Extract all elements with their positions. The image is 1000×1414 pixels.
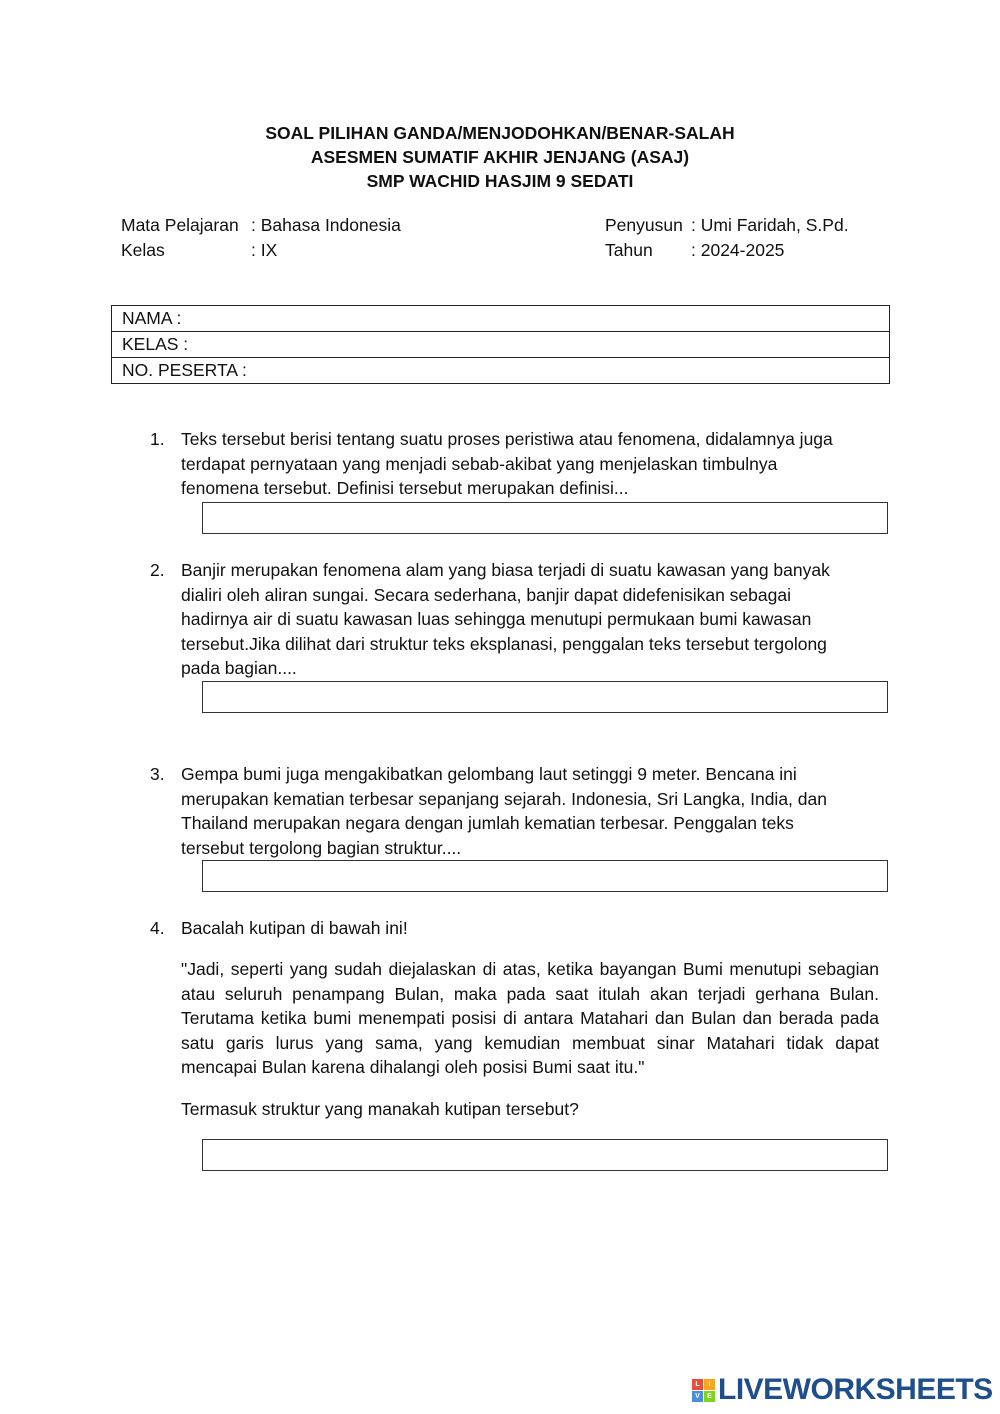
question-line: merupakan kematian terbesar sepanjang sejarah. Indonesia, Sri Langka, India, dan bbox=[181, 788, 827, 809]
logo-block: E bbox=[704, 1391, 715, 1402]
author-value: : Umi Faridah, S.Pd. bbox=[691, 215, 849, 235]
year-label: Tahun bbox=[605, 240, 653, 260]
subject-value: : Bahasa Indonesia bbox=[251, 215, 401, 235]
question-number: 4. bbox=[150, 918, 165, 938]
question-intro: Bacalah kutipan di bawah ini! bbox=[181, 918, 408, 938]
year-value: : 2024-2025 bbox=[691, 240, 785, 260]
question-4 bbox=[150, 916, 880, 941]
question-number: 3. bbox=[150, 764, 165, 784]
logo-block: L bbox=[692, 1379, 703, 1390]
logo-block: V bbox=[692, 1391, 703, 1402]
answer-box-4[interactable] bbox=[202, 1139, 888, 1171]
question-line: fenomena tersebut. Definisi tersebut merupakan definisi... bbox=[181, 478, 629, 499]
question-2 bbox=[150, 558, 880, 681]
meta-right bbox=[605, 213, 905, 263]
question-line: tersebut tergolong bagian struktur.... bbox=[181, 837, 462, 858]
question-number: 1. bbox=[150, 429, 165, 449]
question-line: Banjir merupakan fenomena alam yang biasa terjadi di suatu kawasan yang banyak bbox=[181, 560, 830, 580]
question-line: pada bagian.... bbox=[181, 658, 297, 679]
meta-left bbox=[121, 213, 541, 263]
author-label: Penyusun bbox=[605, 215, 683, 235]
logo-block: I bbox=[704, 1379, 715, 1390]
question-line: hadirnya air di suatu kawasan luas sehingga menutupi permukaan bumi kawasan bbox=[181, 609, 812, 630]
question-text bbox=[181, 427, 880, 501]
question-text bbox=[181, 762, 880, 860]
question-text bbox=[181, 558, 880, 681]
liveworksheets-logo bbox=[692, 1373, 992, 1407]
question-1 bbox=[150, 427, 880, 501]
participant-number-field[interactable]: NO. PESERTA : bbox=[112, 358, 889, 384]
question-3 bbox=[150, 762, 880, 860]
subject-label: Mata Pelajaran bbox=[121, 215, 239, 235]
question-line: Teks tersebut berisi tentang suatu proses peristiwa atau fenomena, didalamnya juga bbox=[181, 429, 833, 449]
question-prompt: Termasuk struktur yang manakah kutipan tersebut? bbox=[181, 1099, 579, 1119]
class-value: : IX bbox=[251, 240, 278, 260]
question-4-prompt bbox=[150, 1097, 880, 1122]
class-label: Kelas bbox=[121, 240, 165, 260]
logo-text: LIVEWORKSHEETS bbox=[718, 1373, 993, 1406]
quote-paragraph: "Jadi, seperti yang sudah diejalaskan di atas, ketika bayangan Bumi menutupi sebagian atau seluruh penampang Bulan, maka pada saat itulah akan terjadi gerhana Bulan. Terutama ketika bumi menempati posisi di antara Matahari dan Bulan dan berada pada satu garis lurus yang sama, yang kemudian membuat sinar Matahari tidak dapat mencapai Bulan karena dihalangi oleh posisi Bumi saat itu." bbox=[181, 959, 879, 1078]
question-line: Thailand merupakan negara dengan jumlah kematian terbesar. Penggalan teks bbox=[181, 813, 794, 834]
logo-blocks-icon bbox=[692, 1379, 715, 1402]
document-header bbox=[0, 121, 1000, 193]
identity-table bbox=[111, 305, 890, 384]
answer-box-3[interactable] bbox=[202, 860, 888, 892]
question-line: dialiri oleh aliran sungai. Secara sederhana, banjir dapat didefenisikan sebagai bbox=[181, 584, 791, 605]
header-line-2: ASESMEN SUMATIF AKHIR JENJANG (ASAJ) bbox=[310, 147, 690, 167]
class-field[interactable]: KELAS : bbox=[112, 332, 889, 358]
question-line: tersebut.Jika dilihat dari struktur teks eksplanasi, penggalan teks tersebut tergolong bbox=[181, 633, 827, 654]
question-4-quote bbox=[150, 957, 880, 1080]
question-line: Gempa bumi juga mengakibatkan gelombang laut setinggi 9 meter. Bencana ini bbox=[181, 764, 797, 784]
name-field[interactable]: NAMA : bbox=[112, 306, 889, 332]
question-number: 2. bbox=[150, 560, 165, 580]
question-line: terdapat pernyataan yang menjadi sebab-akibat yang menjelaskan timbulnya bbox=[181, 453, 778, 474]
header-line-3: SMP WACHID HASJIM 9 SEDATI bbox=[366, 171, 634, 191]
header-line-1: SOAL PILIHAN GANDA/MENJODOHKAN/BENAR-SALAH bbox=[265, 123, 735, 143]
answer-box-1[interactable] bbox=[202, 502, 888, 534]
answer-box-2[interactable] bbox=[202, 681, 888, 713]
